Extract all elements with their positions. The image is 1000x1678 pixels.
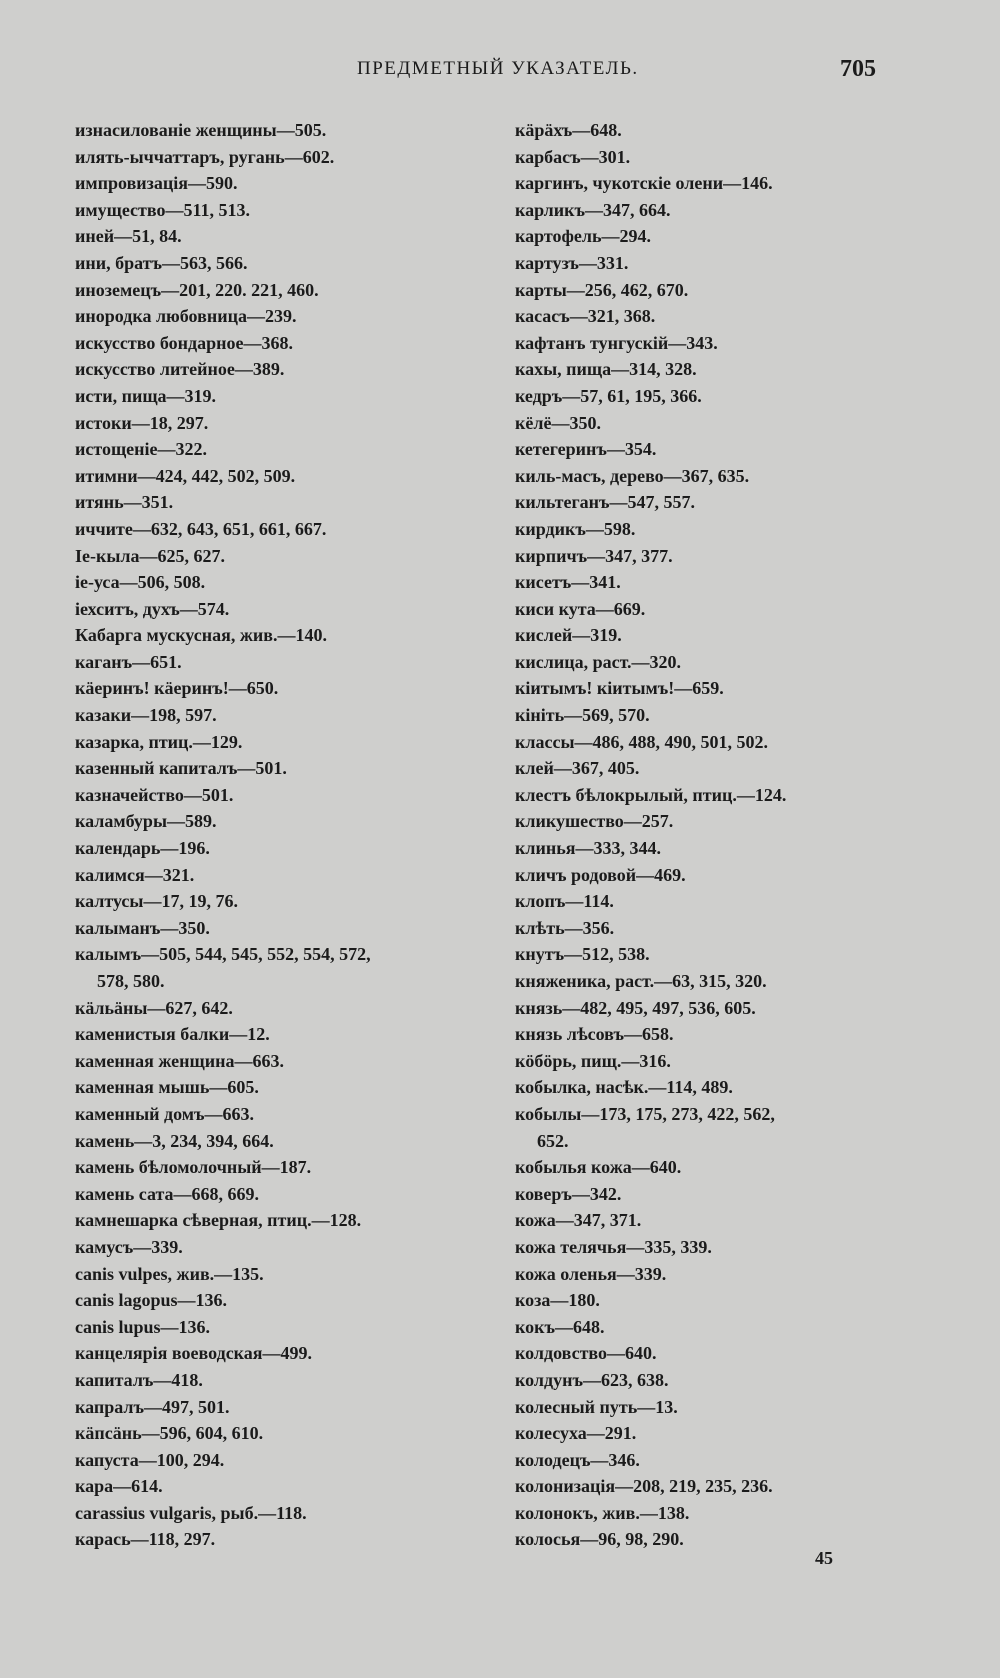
index-entry: карликъ—347, 664. [515,199,671,220]
index-column-right [515,117,915,1553]
index-entry: календарь—196. [75,838,210,859]
index-entry: князь лѣсовъ—658. [515,1024,674,1045]
index-entry: кäльäны—627, 642. [75,997,233,1018]
index-entry: казаки—198, 597. [75,705,217,726]
index-entry: carassius vulgaris, рыб.—118. [75,1502,307,1523]
index-entry: казарка, птиц.—129. [75,731,243,752]
index-entry: кнутъ—512, 538. [515,944,650,965]
index-entry: карбасъ—301. [515,146,631,167]
signature-mark: 45 [815,1548,833,1568]
index-entry: камусъ—339. [75,1236,183,1257]
index-entry: кильтеганъ—547, 557. [515,492,696,513]
index-entry: карты—256, 462, 670. [515,279,689,300]
index-entry: кличъ родовой—469. [515,864,686,885]
index-entry: кетегеринъ—354. [515,439,657,460]
index-entry: колодецъ—346. [515,1449,640,1470]
index-entry: колонокъ, жив.—138. [515,1502,690,1523]
index-entry: каламбуры—589. [75,811,217,832]
index-entry: камнешарка сѣверная, птиц.—128. [75,1210,362,1231]
index-entry: кислей—319. [515,625,622,646]
index-entry: кликушество—257. [515,811,674,832]
index-entry: имущество—511, 513. [75,199,250,220]
index-entry: каменная мышь—605. [75,1077,259,1098]
index-entry: каменистыя балки—12. [75,1024,270,1045]
index-entry: калимся—321. [75,864,195,885]
index-entry: колесный путь—13. [515,1396,678,1417]
index-entry: искусство бондарное—368. [75,332,293,353]
index-entry: кисетъ—341. [515,572,621,593]
index-entry: итянь—351. [75,492,174,513]
index-entry: іе-уса—506, 508. [75,572,206,593]
index-entry: киль-масъ, дерево—367, 635. [515,465,750,486]
index-entry: клинья—333, 344. [515,838,661,859]
index-entry: кіитымъ! кіитымъ!—659. [515,678,724,699]
index-entry: искусство литейное—389. [75,359,285,380]
index-entry: колесуха—291. [515,1423,637,1444]
index-entry: кедръ—57, 61, 195, 366. [515,385,702,406]
index-entry: камень—3, 234, 394, 664. [75,1130,274,1151]
index-entry: колдовство—640. [515,1343,657,1364]
index-entry: каменный домъ—663. [75,1103,255,1124]
index-entry: кобылы—173, 175, 273, 422, 562, [515,1103,775,1124]
index-entry: иней—51, 84. [75,226,182,247]
index-entry: кафтанъ тунгускій—343. [515,332,718,353]
index-entry: камень бѣломолочный—187. [75,1157,312,1178]
index-entry: касасъ—321, 368. [515,306,656,327]
index-entry: изнасилованіе женщины—505. [75,120,327,140]
index-column-left [75,117,475,1553]
index-entry: камень сата—668, 669. [75,1183,260,1204]
index-entry: колосья—96, 98, 290. [515,1529,684,1550]
index-entry: колонизація—208, 219, 235, 236. [515,1476,773,1497]
index-entry: иноземецъ—201, 220. 221, 460. [75,279,319,300]
index-entry: клестъ бѣлокрылый, птиц.—124. [515,784,787,805]
index-entry: кожа оленья—339. [515,1263,667,1284]
index-entry: казначейство—501. [75,784,234,805]
index-entry: кёлё—350. [515,412,601,433]
index-entry: карась—118, 297. [75,1529,216,1550]
index-entry: калымъ—505, 544, 545, 552, 554, 572, [75,944,371,965]
index-entry: 578, 580. [97,971,165,991]
index-entry: коверъ—342. [515,1183,622,1204]
index-entry: калтусы—17, 19, 76. [75,891,238,912]
index-entry: колдунъ—623, 638. [515,1369,669,1390]
index-entry: исти, пища—319. [75,385,217,406]
index-entry: кахы, пища—314, 328. [515,359,697,380]
index-entry: капуста—100, 294. [75,1449,225,1470]
index-entry: картофель—294. [515,226,652,247]
index-entry: коза—180. [515,1290,600,1311]
index-entry: кäрäхъ—648. [515,120,622,140]
index-entry: кожа—347, 371. [515,1210,642,1231]
index-entry: canis vulpes, жив.—135. [75,1263,264,1284]
index-entry: калыманъ—350. [75,917,210,938]
index-entry: Кабарга мускусная, жив.—140. [75,625,327,646]
index-entry: князь—482, 495, 497, 536, 605. [515,997,756,1018]
index-entry: кокъ—648. [515,1316,605,1337]
index-entry: казенный капиталъ—501. [75,758,287,779]
index-entry: иччите—632, 643, 651, 661, 667. [75,518,327,539]
page-number: 705 [840,56,876,82]
index-entry: капралъ—497, 501. [75,1396,230,1417]
index-entry: кöбöрь, пищ.—316. [515,1050,671,1071]
index-entry: истоки—18, 297. [75,412,209,433]
index-entry: canis lagopus—136. [75,1290,228,1311]
index-entry: canis lupus—136. [75,1316,211,1337]
index-entry: кислица, раст.—320. [515,651,682,672]
index-entry: картузъ—331. [515,252,629,273]
index-entry: Іе-кыла—625, 627. [75,545,226,566]
index-entry: клопъ—114. [515,891,614,912]
running-header: ПРЕДМЕТНЫЙ УКАЗАТЕЛЬ. [357,58,639,79]
index-entry: классы—486, 488, 490, 501, 502. [515,731,769,752]
index-entry: кäеринъ! кäеринъ!—650. [75,678,279,699]
index-entry: ини, братъ—563, 566. [75,252,248,273]
index-entry: капиталъ—418. [75,1369,203,1390]
index-entry: импровизація—590. [75,173,238,194]
index-entry: кожа телячья—335, 339. [515,1236,712,1257]
index-entry: кобылья кожа—640. [515,1157,682,1178]
index-entry: илять-ыччаттаръ, ругань—602. [75,146,335,167]
index-entry: 652. [537,1130,569,1151]
index-entry: канцелярія воеводская—499. [75,1343,313,1364]
index-entry: киси кута—669. [515,598,646,619]
index-entry: княженика, раст.—63, 315, 320. [515,971,767,991]
index-entry: кирдикъ—598. [515,518,636,539]
index-entry: итимни—424, 442, 502, 509. [75,465,296,486]
index-entry: истощеніе—322. [75,439,208,460]
index-entry: кобылка, насѣк.—114, 489. [515,1077,733,1098]
index-entry: кініть—569, 570. [515,705,650,726]
index-entry: кара—614. [75,1476,163,1497]
index-entry: клей—367, 405. [515,758,640,779]
index-entry: кäпсäнь—596, 604, 610. [75,1423,264,1444]
index-entry: каргинъ, чукотскіе олени—146. [515,173,773,194]
index-entry: кирпичъ—347, 377. [515,545,673,566]
index-entry: инородка любовница—239. [75,306,297,327]
index-entry: каменная женщина—663. [75,1050,284,1071]
index-entry: іехситъ, духъ—574. [75,598,230,619]
index-entry: каганъ—651. [75,651,182,672]
index-entry: клѣть—356. [515,917,615,938]
